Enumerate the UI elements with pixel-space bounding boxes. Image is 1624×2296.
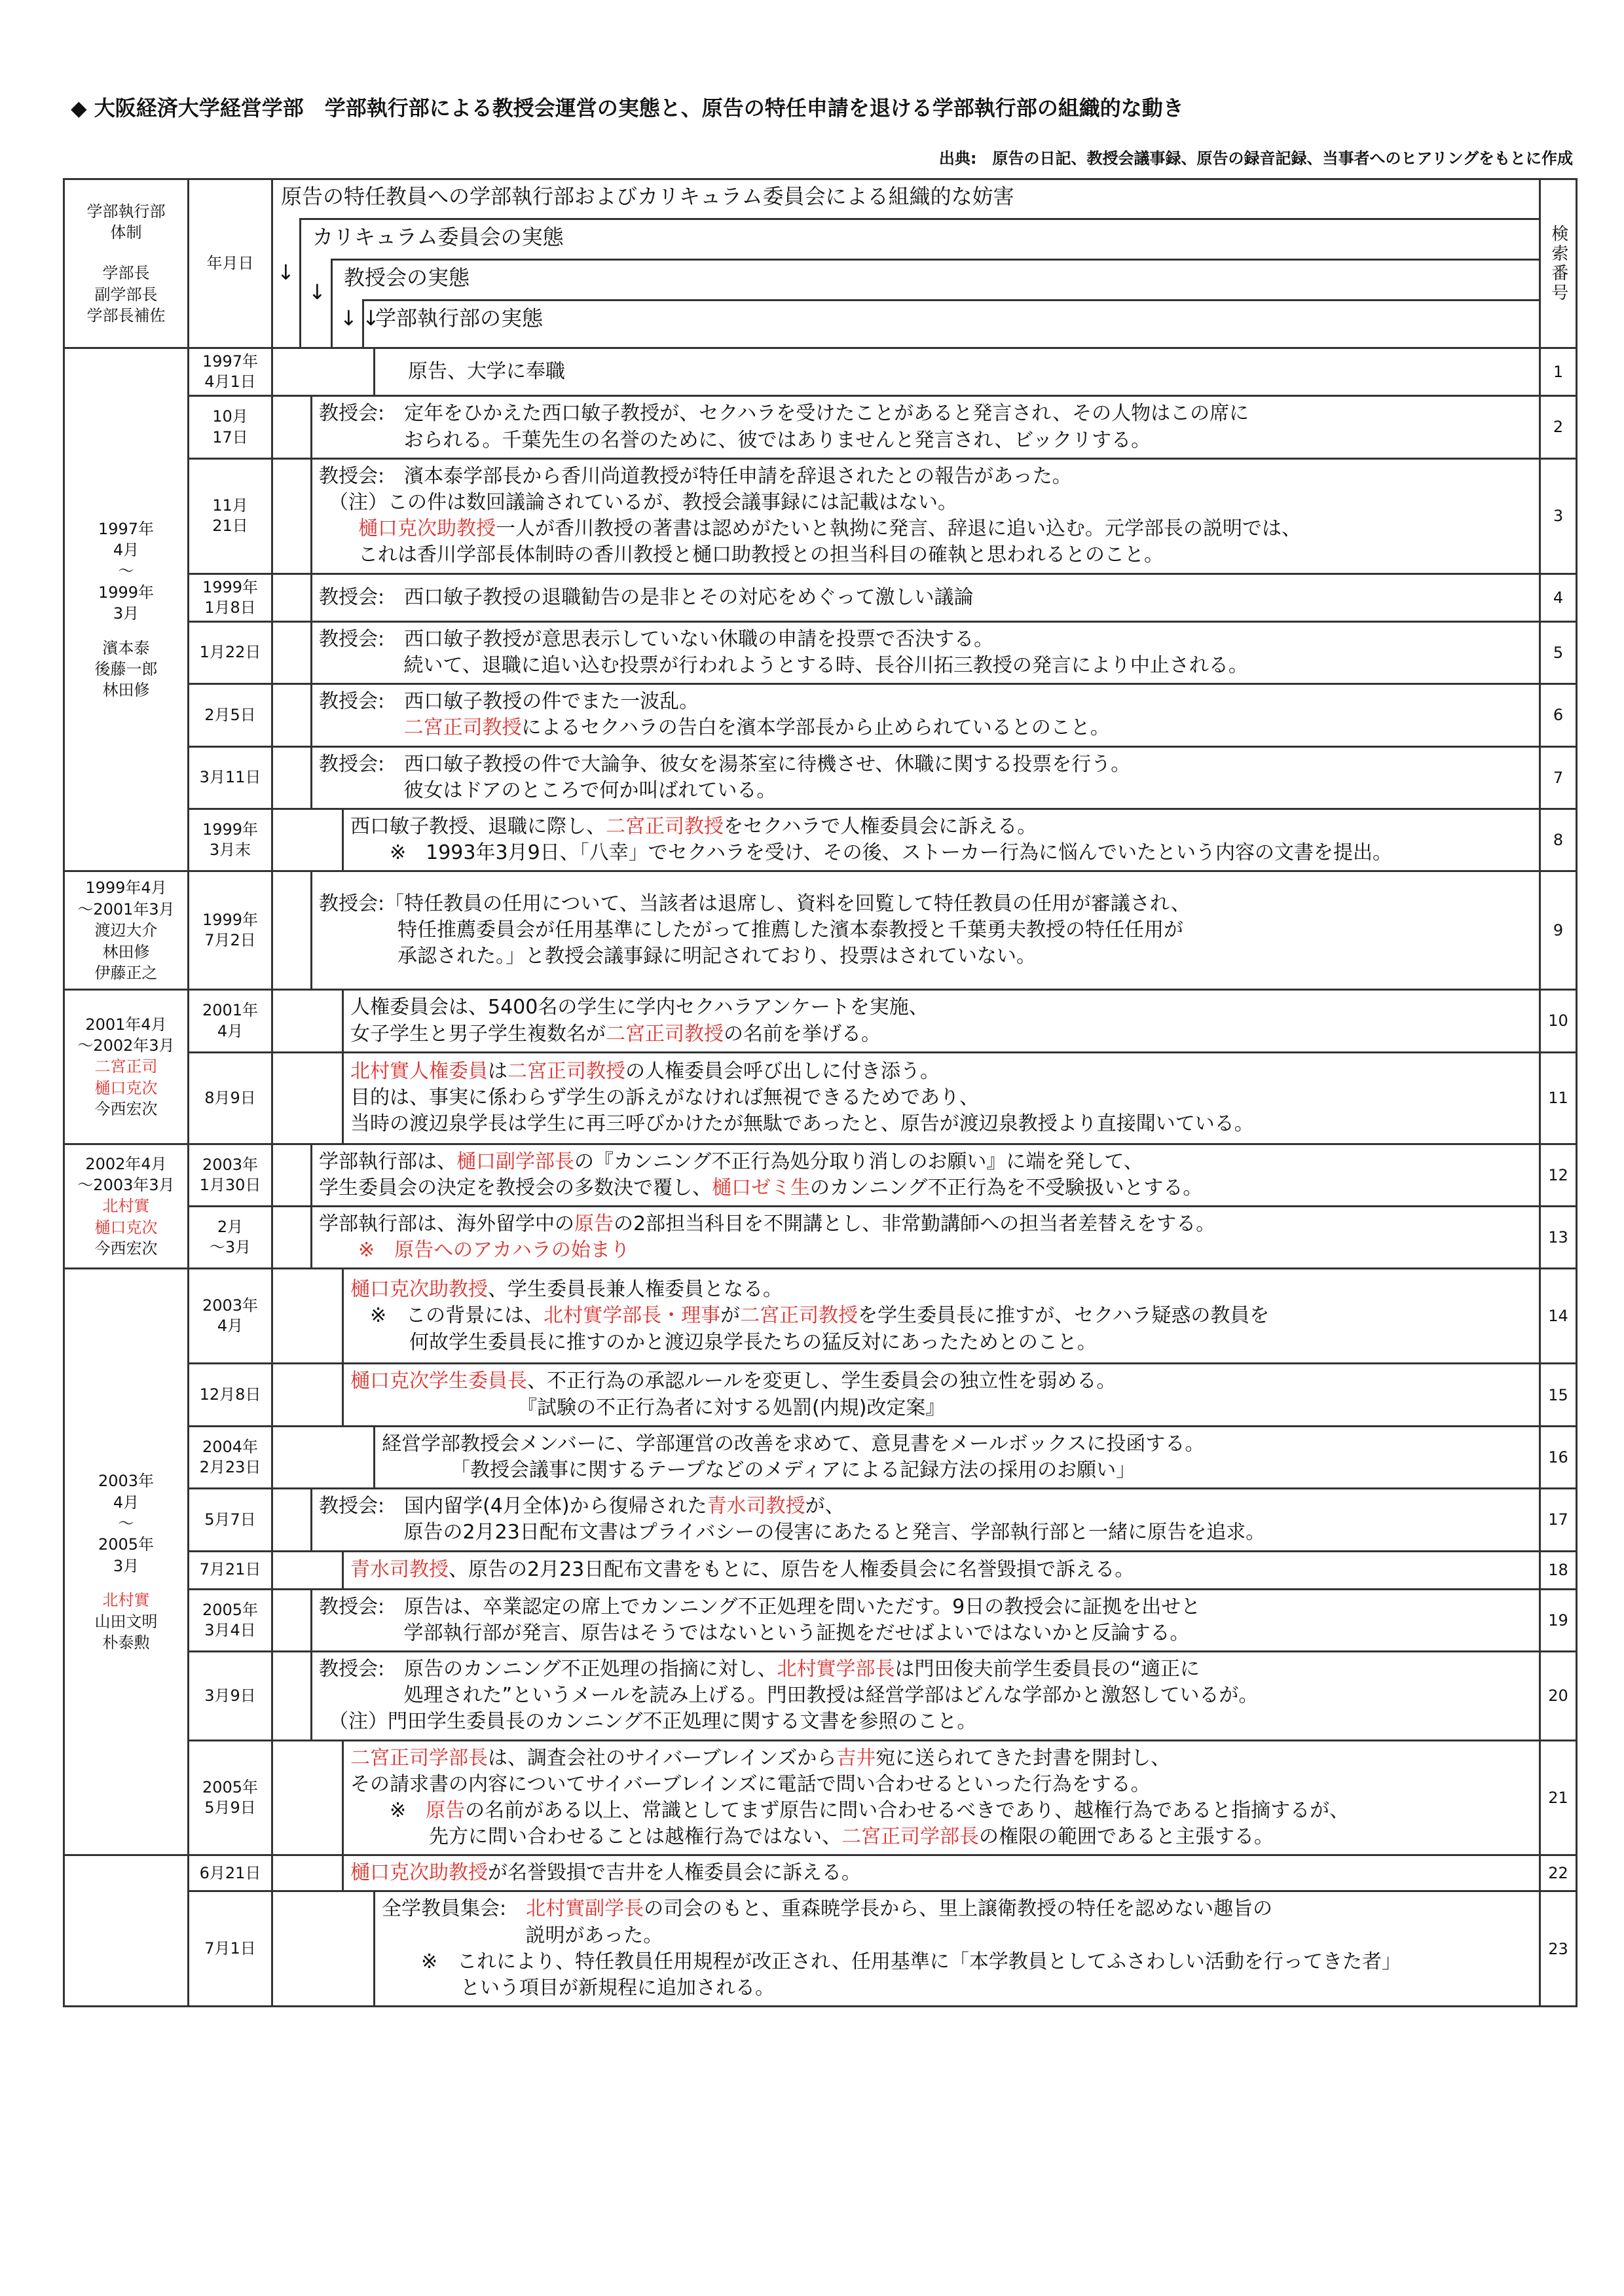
table-row bbox=[64, 1740, 1577, 1855]
search-number: 3 bbox=[1540, 458, 1577, 574]
entry-text: 教授会: 西口敏子教授が意思表示していない休職の申請を投票で否決する。 続いて、退職に追い込む投票が行われようとする時、長谷川拓三教授の発言により中止される。 bbox=[312, 621, 1540, 683]
legend-4: 学部執行部の実態 bbox=[375, 306, 544, 331]
date-cell: 3月11日 bbox=[189, 746, 272, 809]
indent-cell bbox=[272, 1052, 343, 1144]
table-row bbox=[64, 1551, 1577, 1589]
table-row bbox=[64, 1891, 1577, 2007]
header-regime: 学部執行部 体制 学部長 副学部長 学部長補佐 bbox=[64, 179, 189, 348]
search-number: 4 bbox=[1540, 574, 1577, 621]
table-row bbox=[64, 1364, 1577, 1426]
table-row bbox=[64, 574, 1577, 621]
table-row bbox=[64, 396, 1577, 458]
entry-text: 原告、大学に奉職 bbox=[375, 348, 1540, 396]
search-number: 22 bbox=[1540, 1855, 1577, 1891]
entry-text: 教授会: 西口敏子教授の退職勧告の是非とその対応をめぐって激しい議論 bbox=[312, 574, 1540, 621]
date-cell: 2月5日 bbox=[189, 684, 272, 746]
date-cell: 7月21日 bbox=[189, 1551, 272, 1589]
date-cell: 1999年 3月末 bbox=[189, 809, 272, 871]
entry-text: 教授会: 原告は、卒業認定の席上でカンニング不正処理を問いただす。9日の教授会に証拠を出せと 学部執行部が発言、原告はそうではないという証拠をだせばよいではないかと反論する。 bbox=[312, 1589, 1540, 1651]
entry-text: 青水司教授、原告の2月23日配布文書をもとに、原告を人権委員会に名誉毀損で訴える。 bbox=[343, 1551, 1540, 1589]
search-number: 21 bbox=[1540, 1740, 1577, 1855]
search-number: 2 bbox=[1540, 396, 1577, 458]
header-row bbox=[64, 179, 1577, 348]
entry-text: 学部執行部は、樋口副学部長の『カンニング不正行為処分取り消しのお願い』に端を発して、 学生委員会の決定を教授会の多数決で覆し、樋口ゼミ生のカンニング不正行為を不受験扱いとする。 bbox=[312, 1144, 1540, 1206]
entry-text: 教授会: 西口敏子教授の件で大論争、彼女を湯茶室に待機させ、休職に関する投票を行う。 彼女はドアのところで何か叫ばれている。 bbox=[312, 746, 1540, 809]
search-number: 1 bbox=[1540, 348, 1577, 396]
indent-cell bbox=[272, 1269, 343, 1364]
indent-cell bbox=[272, 348, 375, 396]
indent-cell bbox=[272, 1144, 312, 1206]
search-number: 8 bbox=[1540, 809, 1577, 871]
date-cell: 1999年 7月2日 bbox=[189, 871, 272, 990]
table-row bbox=[64, 1144, 1577, 1206]
search-number: 15 bbox=[1540, 1364, 1577, 1426]
search-number: 11 bbox=[1540, 1052, 1577, 1144]
header-legend bbox=[272, 179, 1540, 348]
regime-cell bbox=[64, 1855, 189, 2007]
search-number: 17 bbox=[1540, 1489, 1577, 1551]
arrow-down-icon: ↓ bbox=[277, 260, 295, 285]
entry-text: 樋口克次学生委員長、不正行為の承認ルールを変更し、学生委員会の独立性を弱める。 『試験の不正行為者に対する処罰(内規)改定案』 bbox=[343, 1364, 1540, 1426]
table-row bbox=[64, 1052, 1577, 1144]
regime-cell: 2002年4月 ～2003年3月 北村實 樋口克次 今西宏次 bbox=[64, 1144, 189, 1269]
indent-cell bbox=[272, 396, 312, 458]
search-number: 18 bbox=[1540, 1551, 1577, 1589]
search-number: 14 bbox=[1540, 1269, 1577, 1364]
search-number: 23 bbox=[1540, 1891, 1577, 2007]
indent-cell bbox=[272, 1364, 343, 1426]
date-cell: 6月21日 bbox=[189, 1855, 272, 1891]
indent-cell bbox=[272, 621, 312, 683]
table-row bbox=[64, 746, 1577, 809]
search-number: 7 bbox=[1540, 746, 1577, 809]
timeline-table bbox=[63, 178, 1578, 2007]
entry-text: 教授会: 定年をひかえた西口敏子教授が、セクハラを受けたことがあると発言され、その人物はこの席に おられる。千葉先生の名誉のために、彼ではありませんと発言され、ビックリする。 bbox=[312, 396, 1540, 458]
regime-cell: 2003年 4月 ～ 2005年 3月 北村實 山田文明 朴泰勲 bbox=[64, 1269, 189, 1855]
date-cell: 2001年 4月 bbox=[189, 990, 272, 1052]
indent-cell bbox=[272, 746, 312, 809]
legend-1: 原告の特任教員への学部執行部およびカリキュラム委員会による組織的な妨害 bbox=[281, 184, 1014, 209]
legend-3: 教授会の実態 bbox=[344, 265, 470, 290]
entry-text: 教授会: 原告のカンニング不正処理の指摘に対し、北村實学部長は門田俊夫前学生委員長の“適正に 処理された”というメールを読み上げる。門田教授は経営学部はどんな学部かと激怒しているが。 （注）門田学生委員長のカンニング不正処理に関する文書を参照のこと。 bbox=[312, 1651, 1540, 1740]
arrow-down-icon: ↓ bbox=[362, 306, 380, 331]
regime-cell: 1999年4月 ～2001年3月 渡辺大介 林田修 伊藤正之 bbox=[64, 871, 189, 990]
date-cell: 2003年 1月30日 bbox=[189, 1144, 272, 1206]
date-cell: 2005年 3月4日 bbox=[189, 1589, 272, 1651]
regime-cell: 1997年 4月 ～ 1999年 3月 濱本泰 後藤一郎 林田修 bbox=[64, 348, 189, 871]
indent-cell bbox=[272, 809, 343, 871]
table-row bbox=[64, 458, 1577, 574]
table-row bbox=[64, 871, 1577, 990]
indent-cell bbox=[272, 1855, 343, 1891]
indent-cell bbox=[272, 1489, 312, 1551]
entry-text: 西口敏子教授、退職に際し、二宮正司教授をセクハラで人権委員会に訴える。 ※ 1993年3月9日、「八幸」でセクハラを受け、その後、ストーカー行為に悩んでいたという内容の文書を提出。 bbox=[343, 809, 1540, 871]
entry-text: 教授会: 西口敏子教授の件でまた一波乱。 二宮正司教授によるセクハラの告白を濱本学部長から止められているとのこと。 bbox=[312, 684, 1540, 746]
entry-text: 人権委員会は、5400名の学生に学内セクハラアンケートを実施、 女子学生と男子学生複数名が二宮正司教授の名前を挙げる。 bbox=[343, 990, 1540, 1052]
entry-text: 全学教員集会: 北村實副学長の司会のもと、重森暁学長から、里上譲衛教授の特任を認めない趣旨の 説明があった。 ※ これにより、特任教員任用規程が改正され、任用基準に「本学教員としてふさわしい活動を行ってきた者」 という項目が新規程に追加される。 bbox=[375, 1891, 1540, 2007]
regime-cell: 2001年4月 ～2002年3月 二宮正司 樋口克次 今西宏次 bbox=[64, 990, 189, 1144]
source-note: 出典: 原告の日記、教授会議事録、原告の録音記録、当事者へのヒアリングをもとに作成 bbox=[938, 149, 1573, 168]
date-cell: 2月 ～3月 bbox=[189, 1207, 272, 1269]
search-number: 12 bbox=[1540, 1144, 1577, 1206]
indent-cell bbox=[272, 458, 312, 574]
date-cell: 1月22日 bbox=[189, 621, 272, 683]
date-cell: 10月 17日 bbox=[189, 396, 272, 458]
entry-text: 樋口克次助教授が名誉毀損で吉井を人権委員会に訴える。 bbox=[343, 1855, 1540, 1891]
arrow-down-icon: ↓ bbox=[340, 306, 358, 331]
table-row bbox=[64, 1269, 1577, 1364]
entry-text: 樋口克次助教授、学生委員長兼人権委員となる。 ※ この背景には、北村實学部長・理事が二宮正司教授を学生委員長に推すが、セクハラ疑惑の教員を 何故学生委員長に推すのかと渡辺泉学長たちの猛反対にあったためとのこと。 bbox=[343, 1269, 1540, 1364]
table-row bbox=[64, 1589, 1577, 1651]
table-row bbox=[64, 621, 1577, 683]
date-cell: 3月9日 bbox=[189, 1651, 272, 1740]
indent-cell bbox=[272, 574, 312, 621]
indent-cell bbox=[272, 1551, 343, 1589]
date-cell: 1999年 1月8日 bbox=[189, 574, 272, 621]
indent-cell bbox=[272, 1740, 343, 1855]
entry-text: 教授会: 濱本泰学部長から香川尚道教授が特任申請を辞退されたとの報告があった。 （注）この件は数回議論されているが、教授会議事録には記載はない。 樋口克次助教授一人が香川教授の著書は認めがたいと執拗に発言、辞退に追い込む。元学部長の説明では、 これは香川学部長体制時の香川教授と樋口助教授との担当科目の確執と思われるとのこと。 bbox=[312, 458, 1540, 574]
search-number: 9 bbox=[1540, 871, 1577, 990]
date-cell: 2004年 2月23日 bbox=[189, 1426, 272, 1488]
indent-cell bbox=[272, 1651, 312, 1740]
table-row bbox=[64, 1651, 1577, 1740]
table-row bbox=[64, 684, 1577, 746]
table-row bbox=[64, 809, 1577, 871]
table-row bbox=[64, 1489, 1577, 1551]
indent-cell bbox=[272, 871, 312, 990]
entry-text: 北村實人権委員は二宮正司教授の人権委員会呼び出しに付き添う。 目的は、事実に係わらず学生の訴えがなければ無視できるためであり、 当時の渡辺泉学長は学生に再三呼びかけたが無駄であったと、原告が渡辺泉教授より直接聞いている。 bbox=[343, 1052, 1540, 1144]
indent-cell bbox=[272, 1891, 375, 2007]
search-number: 6 bbox=[1540, 684, 1577, 746]
indent-cell bbox=[272, 1426, 375, 1488]
date-cell: 11月 21日 bbox=[189, 458, 272, 574]
entry-text: 二宮正司学部長は、調査会社のサイバーブレインズから吉井宛に送られてきた封書を開封し、 その請求書の内容についてサイバーブレインズに電話で問い合わせるといった行為をする。 ※ 原告の名前がある以上、常識としてまず原告に問い合わせるべきであり、越権行為であると指摘するが、 先方に問い合わせることは越権行為ではない、二宮正司学部長の権限の範囲であると主張する。 bbox=[343, 1740, 1540, 1855]
indent-cell bbox=[272, 1589, 312, 1651]
indent-cell bbox=[272, 1207, 312, 1269]
table-row bbox=[64, 1426, 1577, 1488]
date-cell: 8月9日 bbox=[189, 1052, 272, 1144]
indent-cell bbox=[272, 684, 312, 746]
entry-text: 教授会:「特任教員の任用について、当該者は退席し、資料を回覧して特任教員の任用が審議され、 特任推薦委員会が任用基準にしたがって推薦した濱本泰教授と千葉勇夫教授の特任任用が 承認された。」と教授会議事録に明記されており、投票はされていない。 bbox=[312, 871, 1540, 990]
date-cell: 2003年 4月 bbox=[189, 1269, 272, 1364]
table-row bbox=[64, 1855, 1577, 1891]
header-search-no: 検索番号 bbox=[1540, 179, 1577, 348]
entry-text: 学部執行部は、海外留学中の原告の2部担当科目を不開講とし、非常勤講師への担当者差替えをする。 ※ 原告へのアカハラの始まり bbox=[312, 1207, 1540, 1269]
entry-text: 教授会: 国内留学(4月全体)から復帰された青水司教授が、 原告の2月23日配布文書はプライバシーの侵害にあたると発言、学部執行部と一緒に原告を追求。 bbox=[312, 1489, 1540, 1551]
table-row bbox=[64, 990, 1577, 1052]
table-row bbox=[64, 1207, 1577, 1269]
table-row bbox=[64, 348, 1577, 396]
arrow-down-icon: ↓ bbox=[308, 280, 326, 304]
date-cell: 12月8日 bbox=[189, 1364, 272, 1426]
entry-text: 経営学部教授会メンバーに、学部運営の改善を求めて、意見書をメールボックスに投函する。 「教授会議事に関するテープなどのメディアによる記録方法の採用のお願い」 bbox=[375, 1426, 1540, 1488]
date-cell: 1997年 4月1日 bbox=[189, 348, 272, 396]
search-number: 10 bbox=[1540, 990, 1577, 1052]
header-date: 年月日 bbox=[189, 179, 272, 348]
legend-2: カリキュラム委員会の実態 bbox=[312, 225, 564, 249]
search-number: 20 bbox=[1540, 1651, 1577, 1740]
search-number: 13 bbox=[1540, 1207, 1577, 1269]
date-cell: 2005年 5月9日 bbox=[189, 1740, 272, 1855]
date-cell: 7月1日 bbox=[189, 1891, 272, 2007]
page-title: ◆ 大阪経済大学経営学部 学部執行部による教授会運営の実態と、原告の特任申請を退ける学部執行部の組織的な動き bbox=[71, 96, 1184, 120]
date-cell: 5月7日 bbox=[189, 1489, 272, 1551]
search-number: 19 bbox=[1540, 1589, 1577, 1651]
search-number: 16 bbox=[1540, 1426, 1577, 1488]
indent-cell bbox=[272, 990, 343, 1052]
search-number: 5 bbox=[1540, 621, 1577, 683]
